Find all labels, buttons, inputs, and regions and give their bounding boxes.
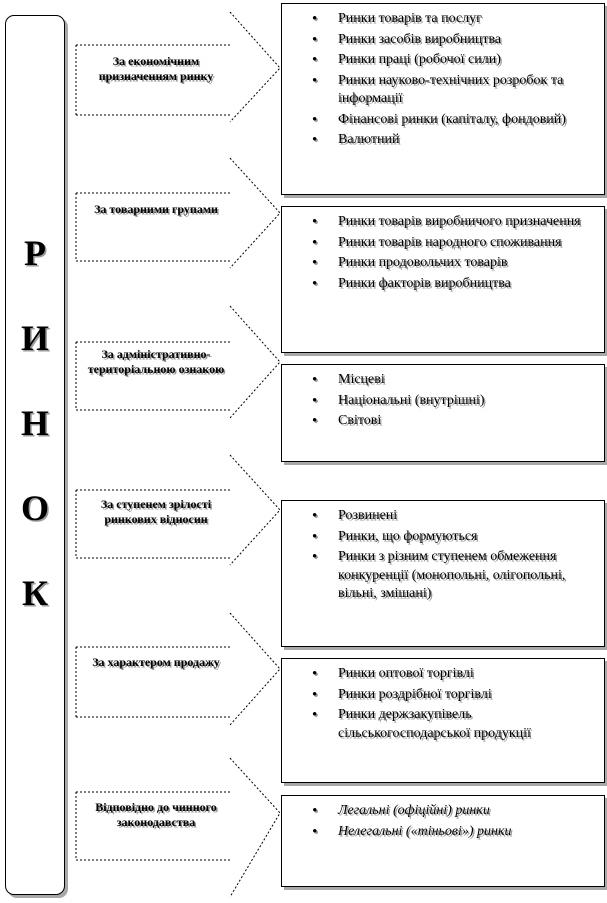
root-letter: К [21, 573, 49, 613]
root-letter: Н [20, 403, 49, 443]
arrow-shape [230, 758, 280, 897]
list-item: • Світові [338, 412, 596, 431]
list-item: • Ринки науково-технічних розробок та інформації [338, 72, 596, 109]
list-item: • Ринки, що формуються [338, 528, 596, 547]
list-item: • Ринки факторів виробництва [338, 275, 596, 294]
items-box-sales [281, 658, 605, 783]
root-letter: И [20, 318, 49, 358]
list-item: • Ринки товарів виробничого призначення [338, 213, 596, 232]
list-item: • Ринки товарів та послуг [338, 10, 596, 29]
list-item: • Національні (внутрішні) [338, 392, 596, 411]
arrow-shape [230, 306, 280, 418]
category-label-maturity: За ступенем зрілості ринкових відносин [100, 497, 212, 526]
list-item: • Ринки держзакупівель сільськогосподарської продукції [338, 706, 596, 743]
list-item: • Нелегальні («тіньові») ринки [338, 823, 596, 842]
arrow-shape [230, 158, 280, 268]
list-item: • Ринки продовольчих товарів [338, 254, 596, 273]
root-letter: Р [24, 233, 46, 273]
items-box-goods [281, 206, 605, 353]
list-item: • Ринки праці (робочої сили) [338, 51, 596, 70]
category-label-territorial: За адміністративно-територіальною ознакою [87, 347, 225, 376]
list-item: • Легальні (офіційні) ринки [338, 802, 596, 821]
arrow-shape [230, 455, 280, 565]
list-item: • Ринки роздрібної торгівлі [338, 686, 596, 705]
root-letter: О [20, 488, 49, 528]
list-item: • Фінансові ринки (капіталу, фондовий) [338, 111, 596, 130]
category-label-legal: Відповідно до чинного законодавства [95, 800, 217, 829]
list-item: • Розвинені [338, 507, 596, 526]
items-box-legal [281, 795, 605, 887]
items-box-maturity [281, 500, 605, 647]
category-label-economic: За економічним призначенням ринку [98, 54, 214, 83]
arrow-shape [230, 613, 280, 725]
category-label-sales: За характером продажу [92, 655, 220, 669]
arrow-shape [230, 12, 280, 122]
category-label-goods: За товарними групами [94, 202, 218, 216]
items-box-territorial [281, 364, 605, 462]
list-item: • Ринки засобів виробництва [338, 31, 596, 50]
list-item: • Ринки товарів народного споживання [338, 234, 596, 253]
list-item: • Ринки з різним ступенем обмеження конкуренції (монопольні, олігопольні, вільні, змішані) [338, 548, 596, 604]
list-item: • Валютний [338, 131, 596, 150]
list-item: • Ринки оптової торгівлі [338, 665, 596, 684]
items-box-economic [281, 3, 605, 195]
list-item: • Місцеві [338, 371, 596, 390]
